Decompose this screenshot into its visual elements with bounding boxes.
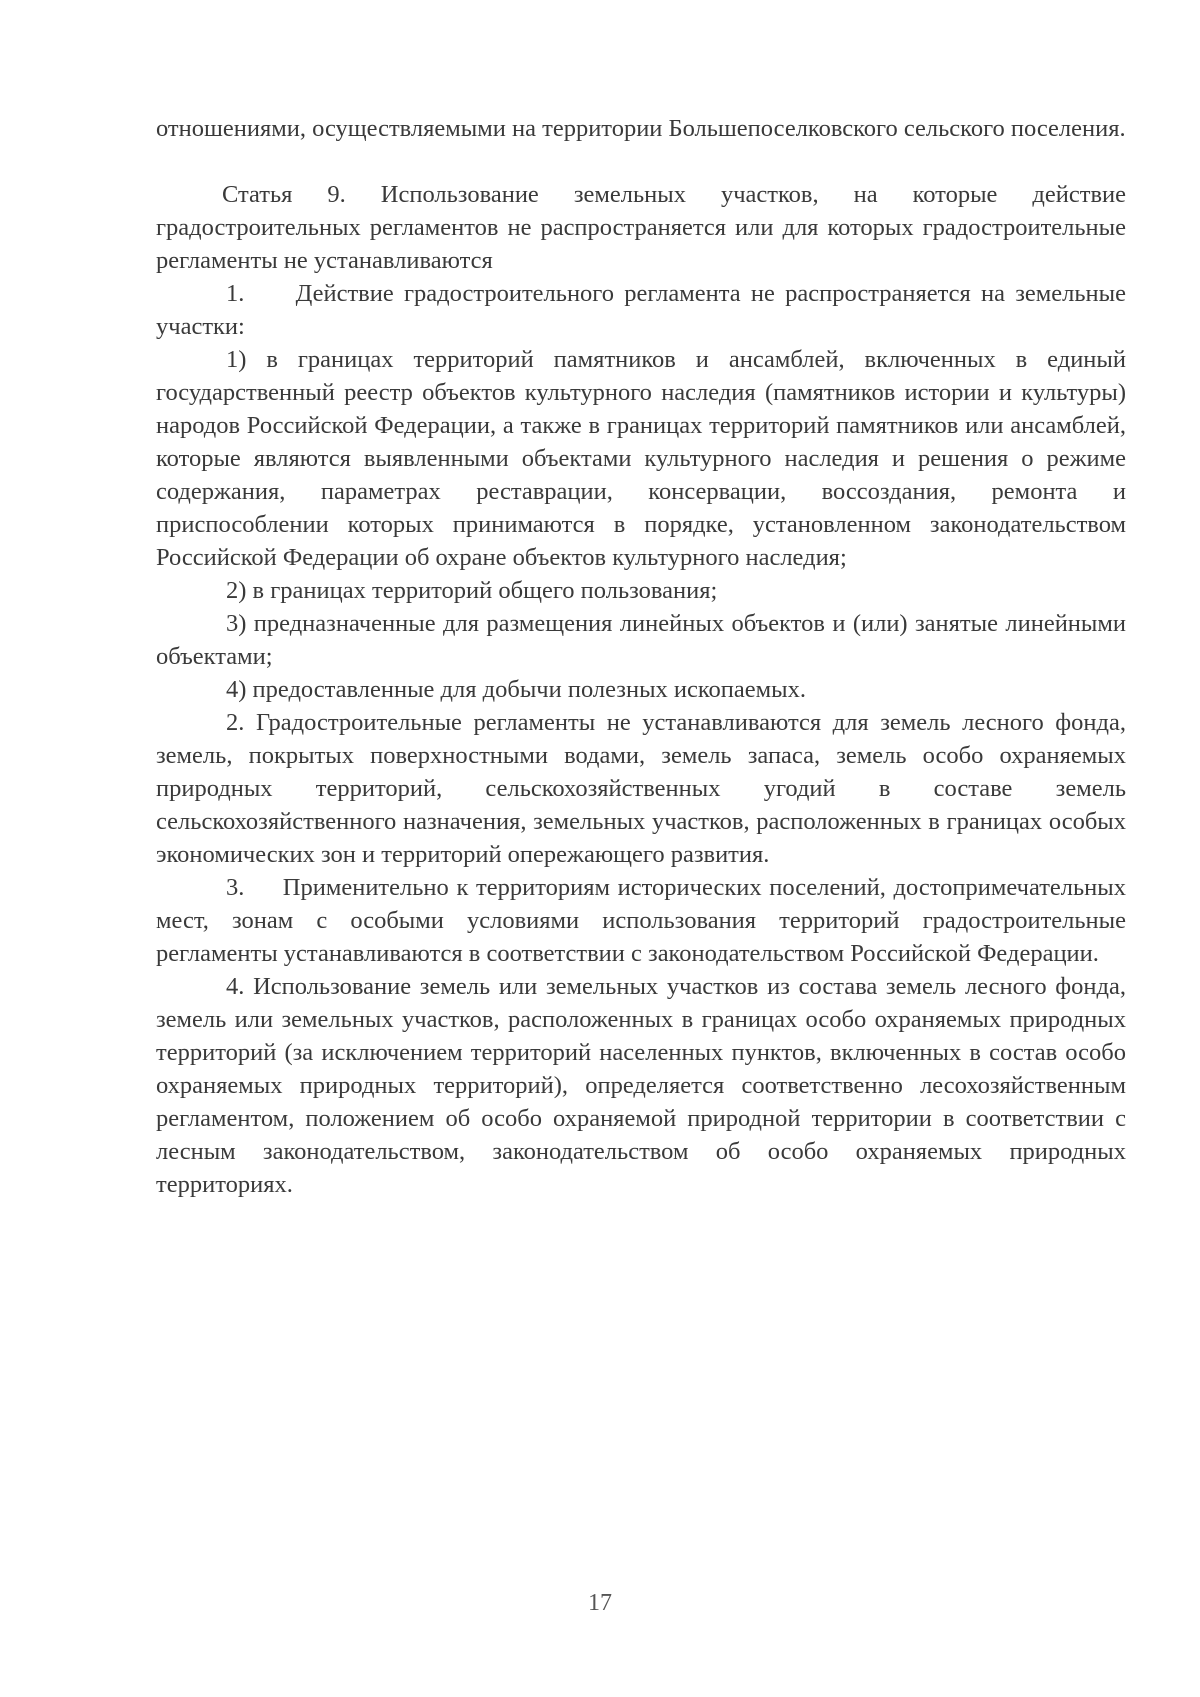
paragraph-item-4: 4. Использование земель или земельных участков из состава земель лесного фонда, земель или земельных участков, расположенных в границах особо охраняемых природных территорий (за исключением территорий населенных пунктов, включенных в состав особо охраняемых природных территорий), определяется соответственно лесохозяйственным регламентом, положением об особо охраняемой природной территории в соответствии с лесным законодательством, законодательством об особо охраняемых природных территориях. bbox=[156, 973, 1126, 1198]
subitem-4: 4) предоставленные для добычи полезных ископаемых. bbox=[226, 676, 806, 703]
subitem-2: 2) в границах территорий общего пользования; bbox=[226, 577, 718, 604]
subitem-3: 3) предназначенные для размещения линейных объектов и (или) занятые линейными объектами; bbox=[156, 610, 1126, 670]
document-body bbox=[156, 112, 1126, 1201]
article-heading: Статья 9. Использование земельных участков, на которые действие градостроительных регламентов не распространяется или для которых градостроительные регламенты не устанавливаются bbox=[156, 181, 1126, 274]
paragraph-item-1: 1. Действие градостроительного регламента не распространяется на земельные участки: bbox=[156, 280, 1126, 340]
subitem-1: 1) в границах территорий памятников и ансамблей, включенных в единый государственный реестр объектов культурного наследия (памятников истории и культуры) народов Российской Федерации, а также в границах территорий памятников или ансамблей, которые являются выявленными объектами культурного наследия и решения о режиме содержания, параметрах реставрации, консервации, воссоздания, ремонта и приспособлении которых принимаются в порядке, установленном законодательством Российской Федерации об охране объектов культурного наследия; bbox=[156, 346, 1126, 571]
paragraph-item-2: 2. Градостроительные регламенты не устанавливаются для земель лесного фонда, земель, покрытых поверхностными водами, земель запаса, земель особо охраняемых природных территорий, сельскохозяйственных угодий в составе земель сельскохозяйственного назначения, земельных участков, расположенных в границах особых экономических зон и территорий опережающего развития. bbox=[156, 709, 1126, 868]
paragraph-item-3: 3. Применительно к территориям исторических поселений, достопримечательных мест, зонам с особыми условиями использования территорий градостроительные регламенты устанавливаются в соответствии с законодательством Российской Федерации. bbox=[156, 874, 1126, 967]
page-number: 17 bbox=[588, 1590, 612, 1616]
paragraph-spacer bbox=[156, 145, 1126, 178]
intro-paragraph: отношениями, осуществляемыми на территории Большепоселковского сельского поселения. bbox=[156, 115, 1126, 142]
